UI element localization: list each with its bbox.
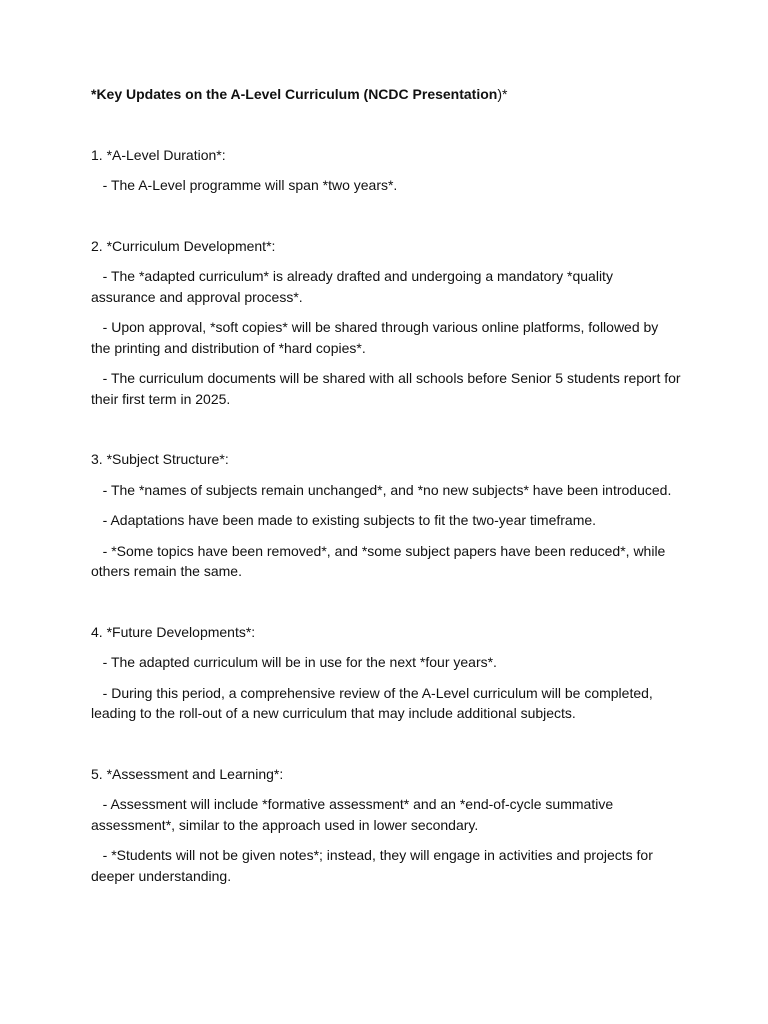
section-duration — [91, 145, 681, 196]
bullet-item: - *Students will not be given notes*; instead, they will engage in activities and projects for deeper understanding. — [91, 847, 657, 884]
document-title-tail: )* — [497, 86, 508, 102]
bullet-item: - The *adapted curriculum* is already drafted and undergoing a mandatory *quality assurance and approval process*. — [91, 268, 617, 305]
bullet-item: - The curriculum documents will be shared with all schools before Senior 5 students report for their first term in 2025. — [91, 370, 685, 407]
bullet-item: - Assessment will include *formative assessment* and an *end-of-cycle summative assessment*, similar to the approach used in lower secondary. — [91, 796, 617, 833]
document-title-main: *Key Updates on the A-Level Curriculum (NCDC Presentation — [91, 86, 498, 102]
document-page — [91, 84, 685, 886]
section-subject-structure — [91, 449, 681, 582]
bullet-item: - *Some topics have been removed*, and *some subject papers have been reduced*, while others remain the same. — [91, 542, 670, 579]
section-heading: 4. *Future Developments*: — [91, 623, 256, 640]
section-heading: 5. *Assessment and Learning*: — [91, 765, 284, 782]
bullet-item: - The A-Level programme will span *two years*. — [91, 177, 398, 193]
bullet-item: - Adaptations have been made to existing subjects to fit the two-year timeframe. — [91, 512, 597, 528]
section-curriculum-development — [91, 236, 685, 410]
bullet-item: - During this period, a comprehensive review of the A-Level curriculum will be completed, leading to the roll-out of a new curriculum that may include additional subjects. — [91, 684, 657, 721]
section-heading: 2. *Curriculum Development*: — [91, 237, 276, 254]
section-heading: 3. *Subject Structure*: — [91, 451, 229, 467]
section-future-developments — [91, 622, 681, 724]
bullet-item: - The adapted curriculum will be in use for the next *four years*. — [91, 654, 497, 670]
bullet-item: - Upon approval, *soft copies* will be shared through various online platforms, followed by the printing and distribution of *hard copies*. — [91, 319, 663, 356]
section-heading: 1. *A-Level Duration*: — [91, 146, 226, 163]
section-assessment-learning — [91, 764, 681, 887]
document-title — [91, 84, 681, 105]
bullet-item: - The *names of subjects remain unchanged*, and *no new subjects* have been introduced. — [91, 481, 672, 498]
